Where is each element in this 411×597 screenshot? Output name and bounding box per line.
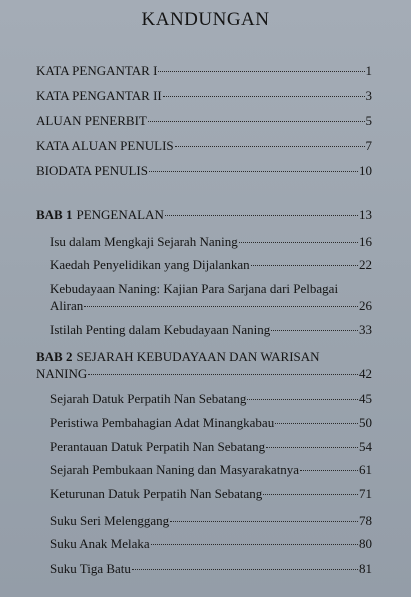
toc-entry — [36, 163, 372, 179]
dot-leader — [239, 242, 358, 243]
dot-leader — [170, 521, 358, 522]
dot-leader — [271, 330, 358, 331]
toc-subentry — [50, 486, 372, 502]
toc-subentry-label: Suku Tiga Batu — [50, 561, 131, 576]
toc-subentry — [50, 561, 372, 577]
toc-subentry — [50, 439, 372, 455]
toc-subentry — [50, 298, 372, 314]
toc-subentry-page: 33 — [359, 322, 372, 337]
chapter-page: 13 — [359, 207, 372, 222]
toc-subentry-page: 61 — [359, 462, 372, 477]
toc-subentry — [50, 391, 372, 407]
dot-leader — [84, 306, 358, 307]
toc-subentry-label: Keturunan Datuk Perpatih Nan Sebatang — [50, 486, 263, 501]
chapter-title-line2: NANING — [36, 366, 88, 381]
dot-leader — [149, 171, 358, 172]
chapter-number: BAB 1 — [36, 207, 73, 222]
toc-entry-page: 7 — [365, 138, 372, 153]
toc-entry-label: KATA ALUAN PENULIS — [36, 138, 174, 153]
toc-entry-page: 5 — [365, 113, 372, 128]
dot-leader — [251, 265, 358, 266]
toc-entry-page: 1 — [365, 63, 372, 78]
dot-leader — [275, 423, 358, 424]
toc-entry — [36, 138, 372, 154]
toc-subentry-page: 78 — [359, 513, 372, 528]
toc-entry-label: KATA PENGANTAR II — [36, 88, 162, 103]
toc-subentry-label: Suku Seri Melenggang — [50, 513, 170, 528]
toc-subentry — [50, 234, 372, 250]
toc-subentry — [50, 513, 372, 529]
toc-subentry — [50, 536, 372, 552]
dot-leader — [151, 544, 358, 545]
toc-subentry-page: 50 — [359, 415, 372, 430]
chapter-heading-line1 — [36, 349, 320, 365]
toc-subentry-page: 16 — [359, 234, 372, 249]
toc-subentry — [50, 415, 372, 431]
toc-subentry-label: Perantauan Datuk Perpatih Nan Sebatang — [50, 439, 266, 454]
toc-entry-page: 10 — [359, 163, 372, 178]
toc-subentry-label: Peristiwa Pembahagian Adat Minangkabau — [50, 415, 275, 430]
toc-subentry-page: 71 — [359, 486, 372, 501]
dot-leader — [247, 399, 358, 400]
toc-subentry-label: Suku Anak Melaka — [50, 536, 150, 551]
toc-entry-label: KATA PENGANTAR I — [36, 63, 158, 78]
toc-subentry — [50, 257, 372, 273]
chapter-page: 42 — [359, 366, 372, 381]
dot-leader — [175, 146, 365, 147]
dot-leader — [148, 121, 365, 122]
dot-leader — [300, 470, 358, 471]
page-title: KANDUNGAN — [141, 9, 270, 30]
toc-entry-page: 3 — [365, 88, 372, 103]
toc-subentry-label: Isu dalam Mengkaji Sejarah Naning — [50, 234, 238, 249]
toc-subentry-page: 45 — [359, 391, 372, 406]
chapter-title-line1: SEJARAH KEBUDAYAAN DAN WARISAN — [76, 349, 320, 364]
chapter-title: PENGENALAN — [76, 207, 164, 222]
toc-entry-label: ALUAN PENERBIT — [36, 113, 147, 128]
chapter-number: BAB 2 — [36, 349, 73, 364]
dot-leader — [266, 447, 358, 448]
dot-leader — [88, 374, 358, 375]
chapter-entry — [36, 207, 372, 223]
toc-entry — [36, 63, 372, 79]
dot-leader — [163, 96, 365, 97]
toc-subentry-label: Sejarah Pembukaan Naning dan Masyarakatnya — [50, 462, 300, 477]
toc-subentry-page: 81 — [359, 561, 372, 576]
dot-leader — [263, 494, 358, 495]
toc-entry — [36, 113, 372, 129]
dot-leader — [158, 71, 364, 72]
toc-subentry-page: 54 — [359, 439, 372, 454]
toc-subentry-label: Istilah Penting dalam Kebudayaan Naning — [50, 322, 271, 337]
toc-subentry-label-line2: Aliran — [50, 298, 84, 313]
chapter-heading — [36, 207, 164, 223]
toc-subentry — [50, 322, 372, 338]
toc-subentry-label: Kaedah Penyelidikan yang Dijalankan — [50, 257, 250, 272]
toc-subentry-page: 22 — [359, 257, 372, 272]
toc-entry — [36, 88, 372, 104]
dot-leader — [132, 569, 358, 570]
toc-subentry-label: Sejarah Datuk Perpatih Nan Sebatang — [50, 391, 247, 406]
dot-leader — [165, 215, 358, 216]
toc-subentry-label-line1: Kebudayaan Naning: Kajian Para Sarjana dari Pelbagai — [50, 281, 339, 296]
toc-subentry-page: 26 — [359, 298, 372, 313]
toc-subentry-page: 80 — [359, 536, 372, 551]
chapter-entry — [36, 366, 372, 382]
toc-subentry — [50, 462, 372, 478]
toc-entry-label: BIODATA PENULIS — [36, 163, 148, 178]
